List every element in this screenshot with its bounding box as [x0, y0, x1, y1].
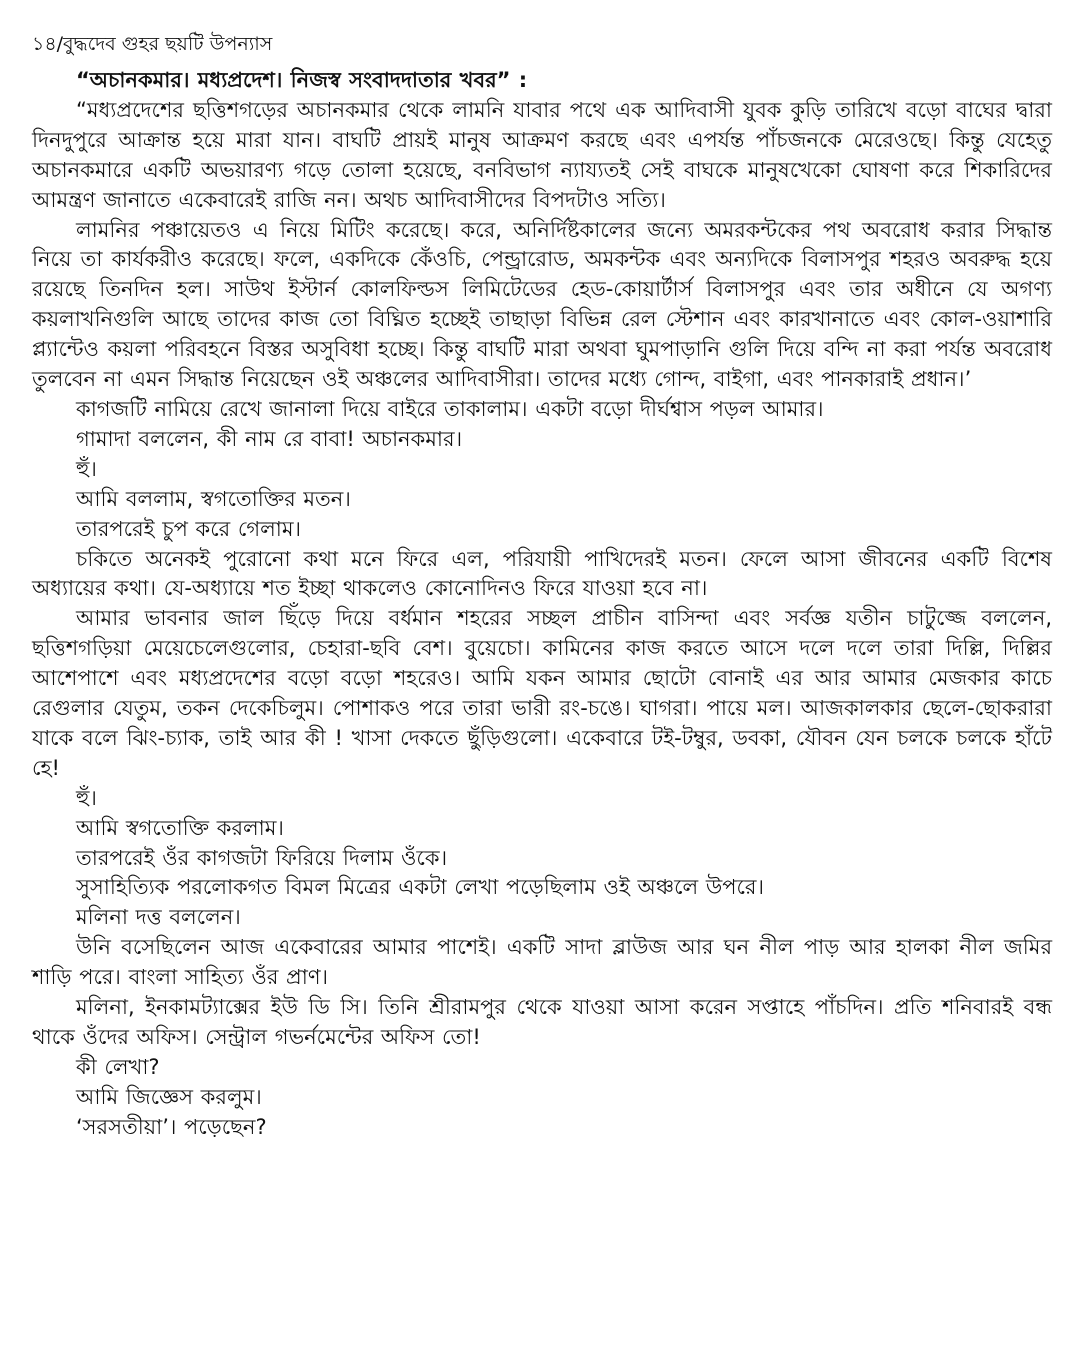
paragraph: মলিনা দত্ত বললেন।: [76, 905, 241, 930]
paragraph: চকিতে অনেকই পুরোনো কথা মনে ফিরে এল, পরিযায়ী পাখিদেরই মতন। ফেলে আসা জীবনের একটি বিশেষ অধ্যায়ের কথা। যে-অধ্যায়ে শত ইচ্ছা থাকলেও কোনোদিনও ফিরে যাওয়া হবে না।: [32, 546, 1052, 601]
paragraph: তারপরেই চুপ করে গেলাম।: [76, 516, 302, 541]
paragraph: উনি বসেছিলেন আজ একেবারের আমার পাশেই। একটি সাদা ব্লাউজ আর ঘন নীল পাড় আর হালকা নীল জমির শাড়ি পরে। বাংলা সাহিত্য ওঁর প্রাণ।: [32, 935, 1052, 990]
paragraph: কী লেখা?: [76, 1054, 160, 1079]
paragraph: আমি বললাম, স্বগতোক্তির মতন।: [76, 486, 351, 511]
paragraph: ‘সরসতীয়া’। পড়েছেন?: [76, 1114, 267, 1139]
body-text: [32, 66, 1052, 1143]
paragraph: মলিনা, ইনকামট্যাক্সের ইউ ডি সি। তিনি শ্রীরামপুর থেকে যাওয়া আসা করেন সপ্তাহে পাঁচদিন। প্রতি শনিবারই বন্ধ থাকে ওঁদের অফিস। সেন্ট্রাল গভর্নমেন্টের অফিস তো!: [32, 995, 1052, 1049]
paragraph: আমি স্বগতোক্তি করলাম।: [76, 815, 284, 840]
news-heading: “অচানকমার। মধ্যপ্রদেশ। নিজস্ব সংবাদদাতার খবর” :: [76, 68, 528, 92]
paragraph: হুঁ।: [76, 456, 97, 481]
news-report-paragraph: “মধ্যপ্রদেশের ছত্তিশগড়ের অচানকমার থেকে লামনি যাবার পথে এক আদিবাসী যুবক কুড়ি তারিখে বড়ো বাঘের দ্বারা দিনদুপুরে আক্রান্ত হয়ে মারা যান। বাঘটি প্রায়ই মানুষ আক্রমণ করছে এবং এপর্যন্ত পাঁচজনকে মেরেওছে। কিন্তু যেহেতু অচানকমারে একটি অভয়ারণ্য গড়ে তোলা হয়েছে, বনবিভাগ ন্যায্যতই সেই বাঘকে মানুষখেকো ঘোষণা করে শিকারিদের আমন্ত্রণ জানাতে একেবারেই রাজি নন। অথচ আদিবাসীদের বিপদটাও সত্যি।: [32, 97, 1052, 212]
running-head: ১৪/বুদ্ধদেব গুহর ছয়টি উপন্যাস: [32, 33, 273, 55]
paragraph: কাগজটি নামিয়ে রেখে জানালা দিয়ে বাইরে তাকালাম। একটা বড়ো দীর্ঘশ্বাস পড়ল আমার।: [76, 396, 824, 421]
blockade-paragraph: লামনির পঞ্চায়েতও এ নিয়ে মিটিং করেছে। করে, অনির্দিষ্টকালের জন্যে অমরকন্টকের পথ অবরোধ করার সিদ্ধান্ত নিয়ে তা কার্যকরীও করেছে। ফলে, একদিকে কেঁওচি, পেন্ড্রারোড, অমকন্টক এবং অন্যদিকে বিলাসপুর শহরও অবরুদ্ধ হয়ে রয়েছে তিনদিন হল। সাউথ ইস্টার্ন কোলফিল্ডস লিমিটেডের হেড-কোয়ার্টার্স বিলাসপুর এবং তার অধীনে যে অগণ্য কয়লাখনিগুলি আছে তাদের কাজ তো বিঘ্নিত হচ্ছেই তাছাড়া বিভিন্ন রেল স্টেশান এবং কারখানাতে এবং কোল-ওয়াশারি প্ল্যান্টেও কয়লা পরিবহনে বিস্তর অসুবিধা হচ্ছে। কিন্তু বাঘটি মারা অথবা ঘুমপাড়ানি গুলি দিয়ে বন্দি না করা পর্যন্ত অবরোধ তুলবেন না এমন সিদ্ধান্ত নিয়েছেন ওই অঞ্চলের আদিবাসীরা। তাদের মধ্যে গোন্দ, বাইগা, এবং পানকারাই প্রধান।’: [32, 217, 1052, 392]
paragraph: আমার ভাবনার জাল ছিঁড়ে দিয়ে বর্ধমান শহরের সচ্ছল প্রাচীন বাসিন্দা এবং সর্বজ্ঞ যতীন চাটুজ্জে বললেন, ছত্তিশগড়িয়া মেয়েচেলেগুলোর, চেহারা-ছবি বেশ। বুয়েচো। কামিনের কাজ করতে আসে দলে দলে তারা দিল্লি, দিল্লির আশেপাশে এবং মধ্যপ্রদেশের বড়ো বড়ো শহরেও। আমি যকন আমার ছোটো বোনাই এর আর আমার মেজকার কাচে রেগুলার যেতুম, তকন দেকেচিলুম। পোশাকও পরে তারা ভারী রং-চঙে। ঘাগরা। পায়ে মল। আজকালকার ছেলে-ছোকরারা যাকে বলে ঝিং-চ্যাক, তাই আর কী ! খাসা দেকতে ছুঁড়িগুলো। একেবারে টই-টম্বুর, ডবকা, যৌবন যেন চলকে চলকে হাঁটে হে!: [32, 606, 1052, 780]
paragraph: গামাদা বললেন, কী নাম রে বাবা! অচানকমার।: [76, 426, 463, 451]
paragraph: আমি জিজ্ঞেস করলুম।: [76, 1084, 262, 1109]
paragraph: সুসাহিত্যিক পরলোকগত বিমল মিত্রের একটা লেখা পড়েছিলাম ওই অঞ্চলে উপরে।: [76, 875, 764, 900]
paragraph: হুঁ।: [76, 785, 97, 810]
paragraph: তারপরেই ওঁর কাগজটা ফিরিয়ে দিলাম ওঁকে।: [76, 845, 448, 870]
